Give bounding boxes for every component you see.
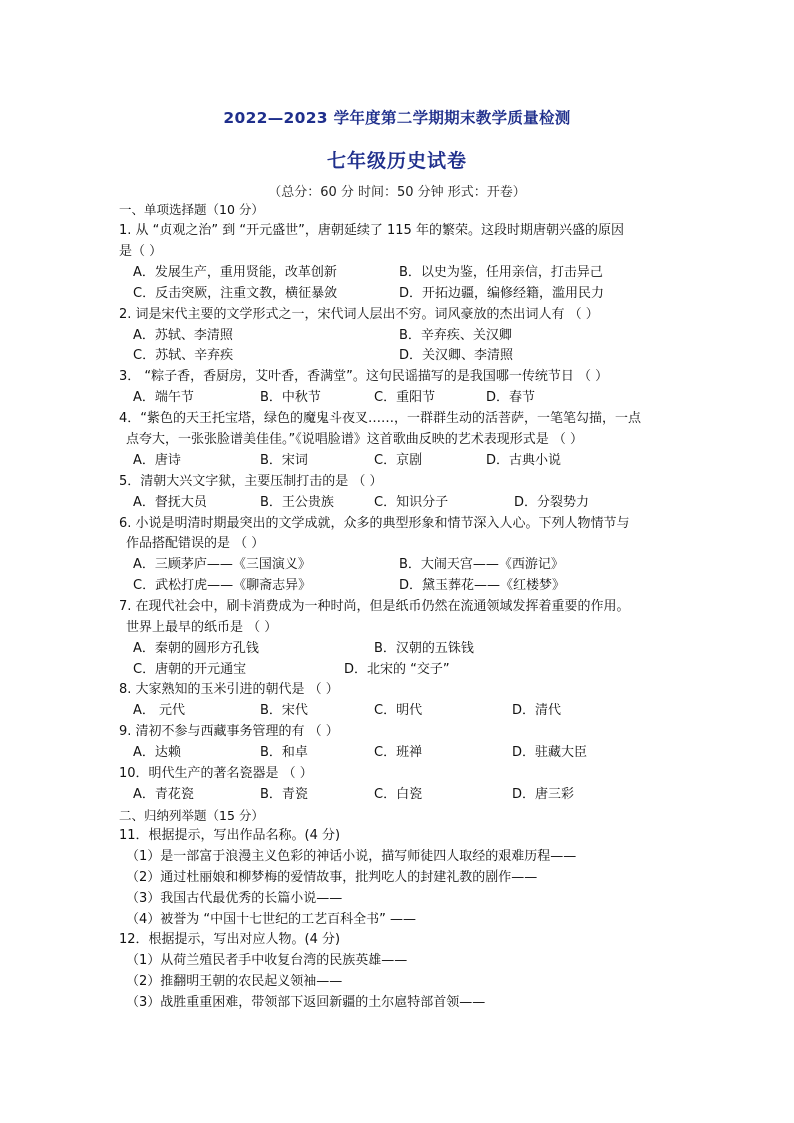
option: C．反击突厥，注重文教，横征暴敛 bbox=[133, 286, 338, 301]
option: B．王公贵族 bbox=[260, 495, 334, 510]
question-stem: 11．根据提示，写出作品名称。(4 分) bbox=[119, 828, 341, 843]
question-stem: 9. 清初不参与西藏事务管理的有 （ ） bbox=[119, 724, 339, 739]
option: A． 元代 bbox=[133, 703, 186, 718]
option: A．唐诗 bbox=[133, 453, 181, 468]
option: D．驻藏大臣 bbox=[512, 745, 588, 760]
exam-subtitle: 七年级历史试卷 bbox=[326, 150, 467, 172]
option: D．清代 bbox=[512, 703, 562, 718]
option: B．大闹天宫——《西游记》 bbox=[399, 557, 564, 572]
option: D．北宋的 “交子” bbox=[344, 662, 450, 677]
option: A．秦朝的圆形方孔钱 bbox=[133, 641, 259, 656]
list-item: （3）我国古代最优秀的长篇小说—— bbox=[126, 891, 343, 906]
question-stem: 2. 词是宋代主要的文学形式之一，宋代词人层出不穷。词风豪放的杰出词人有 （ ） bbox=[119, 307, 599, 322]
list-item: （4）被誉为 “中国十七世纪的工艺百科全书” —— bbox=[126, 912, 417, 927]
option: B．以史为鉴，任用亲信，打击异己 bbox=[399, 265, 603, 280]
question-stem: 12．根据提示，写出对应人物。(4 分) bbox=[119, 932, 341, 947]
option: C．武松打虎——《聊斋志异》 bbox=[133, 578, 312, 593]
option: D．关汉卿、李清照 bbox=[399, 348, 514, 363]
section-heading: 一、单项选择题（10 分） bbox=[119, 202, 264, 217]
section-heading: 二、归纳列举题（15 分） bbox=[119, 808, 264, 823]
list-item: （1）是一部富于浪漫主义色彩的神话小说，描写师徒四人取经的艰难历程—— bbox=[126, 849, 577, 864]
exam-title: 2022—2023 学年度第二学期期末教学质量检测 bbox=[223, 109, 571, 127]
option: C．京剧 bbox=[374, 453, 423, 468]
option: A．三顾茅庐——《三国演义》 bbox=[133, 557, 311, 572]
question-stem: 8. 大家熟知的玉米引进的朝代是 （ ） bbox=[119, 682, 339, 697]
list-item: （2）推翻明王朝的农民起义领袖—— bbox=[126, 974, 343, 989]
question-stem: 10．明代生产的著名瓷器是 （ ） bbox=[119, 766, 313, 781]
option: A．青花瓷 bbox=[133, 787, 194, 802]
question-stem: 1. 从 “贞观之治” 到 “开元盛世”，唐朝延续了 115 年的繁荣。这段时期唐朝兴盛的原因 bbox=[119, 223, 624, 238]
option: C．重阳节 bbox=[374, 390, 436, 405]
option: A．督抚大员 bbox=[133, 495, 207, 510]
option: B．和卓 bbox=[260, 745, 308, 760]
option: B．青瓷 bbox=[260, 787, 308, 802]
option: C．苏轼、辛弃疾 bbox=[133, 348, 234, 363]
list-item: （3）战胜重重困难，带领部下返回新疆的土尔扈特部首领—— bbox=[126, 995, 486, 1010]
option: B．汉朝的五铢钱 bbox=[374, 641, 474, 656]
exam-info: （总分：60 分 时间：50 分钟 形式：开卷） bbox=[268, 185, 526, 200]
question-stem: 6. 小说是明清时期最突出的文学成就，众多的典型形象和情节深入人心。下列人物情节与 bbox=[119, 516, 630, 531]
question-stem: 世界上最早的纸币是 （ ） bbox=[126, 620, 278, 635]
question-stem: 点夸大，一张张脸谱美佳佳。”《说唱脸谱》这首歌曲反映的艺术表现形式是 （ ） bbox=[126, 432, 583, 447]
list-item: （1）从荷兰殖民者手中收复台湾的民族英雄—— bbox=[126, 953, 408, 968]
option: B．辛弃疾、关汉卿 bbox=[399, 328, 512, 343]
option: D．古典小说 bbox=[486, 453, 562, 468]
option: D．黛玉葬花——《红楼梦》 bbox=[399, 578, 566, 593]
question-stem: 5．清朝大兴文字狱，主要压制打击的是 （ ） bbox=[119, 474, 383, 489]
option: D．分裂势力 bbox=[514, 495, 590, 510]
option: D．春节 bbox=[486, 390, 536, 405]
question-stem: 7. 在现代社会中，刷卡消费成为一种时尚，但是纸币仍然在流通领域发挥着重要的作用。 bbox=[119, 599, 630, 614]
question-stem: 4．“紫色的天王托宝塔，绿色的魔鬼斗夜叉……，一群群生动的活菩萨，一笔笔勾描，一点 bbox=[119, 411, 642, 426]
question-stem: 作品搭配错误的是 （ ） bbox=[126, 536, 265, 551]
option: B．宋词 bbox=[260, 453, 308, 468]
option: C．明代 bbox=[374, 703, 423, 718]
list-item: （2）通过杜丽娘和柳梦梅的爱情故事，批判吃人的封建礼教的剧作—— bbox=[126, 870, 538, 885]
option: C．班禅 bbox=[374, 745, 423, 760]
option: A．达赖 bbox=[133, 745, 181, 760]
option: A．苏轼、李清照 bbox=[133, 328, 233, 343]
option: C．白瓷 bbox=[374, 787, 423, 802]
option: D．开拓边疆，编修经籍，滥用民力 bbox=[399, 286, 605, 301]
option: A．发展生产，重用贤能，改革创新 bbox=[133, 265, 337, 280]
option: C．知识分子 bbox=[374, 495, 449, 510]
option: B．中秋节 bbox=[260, 390, 321, 405]
question-stem: 是（ ） bbox=[119, 244, 163, 259]
question-stem: 3． “粽子香，香厨房，艾叶香，香满堂”。这句民谣描写的是我国哪一传统节日 （ ） bbox=[119, 369, 609, 384]
option: A．端午节 bbox=[133, 390, 194, 405]
option: D．唐三彩 bbox=[512, 787, 575, 802]
option: C．唐朝的开元通宝 bbox=[133, 662, 247, 677]
option: B．宋代 bbox=[260, 703, 308, 718]
